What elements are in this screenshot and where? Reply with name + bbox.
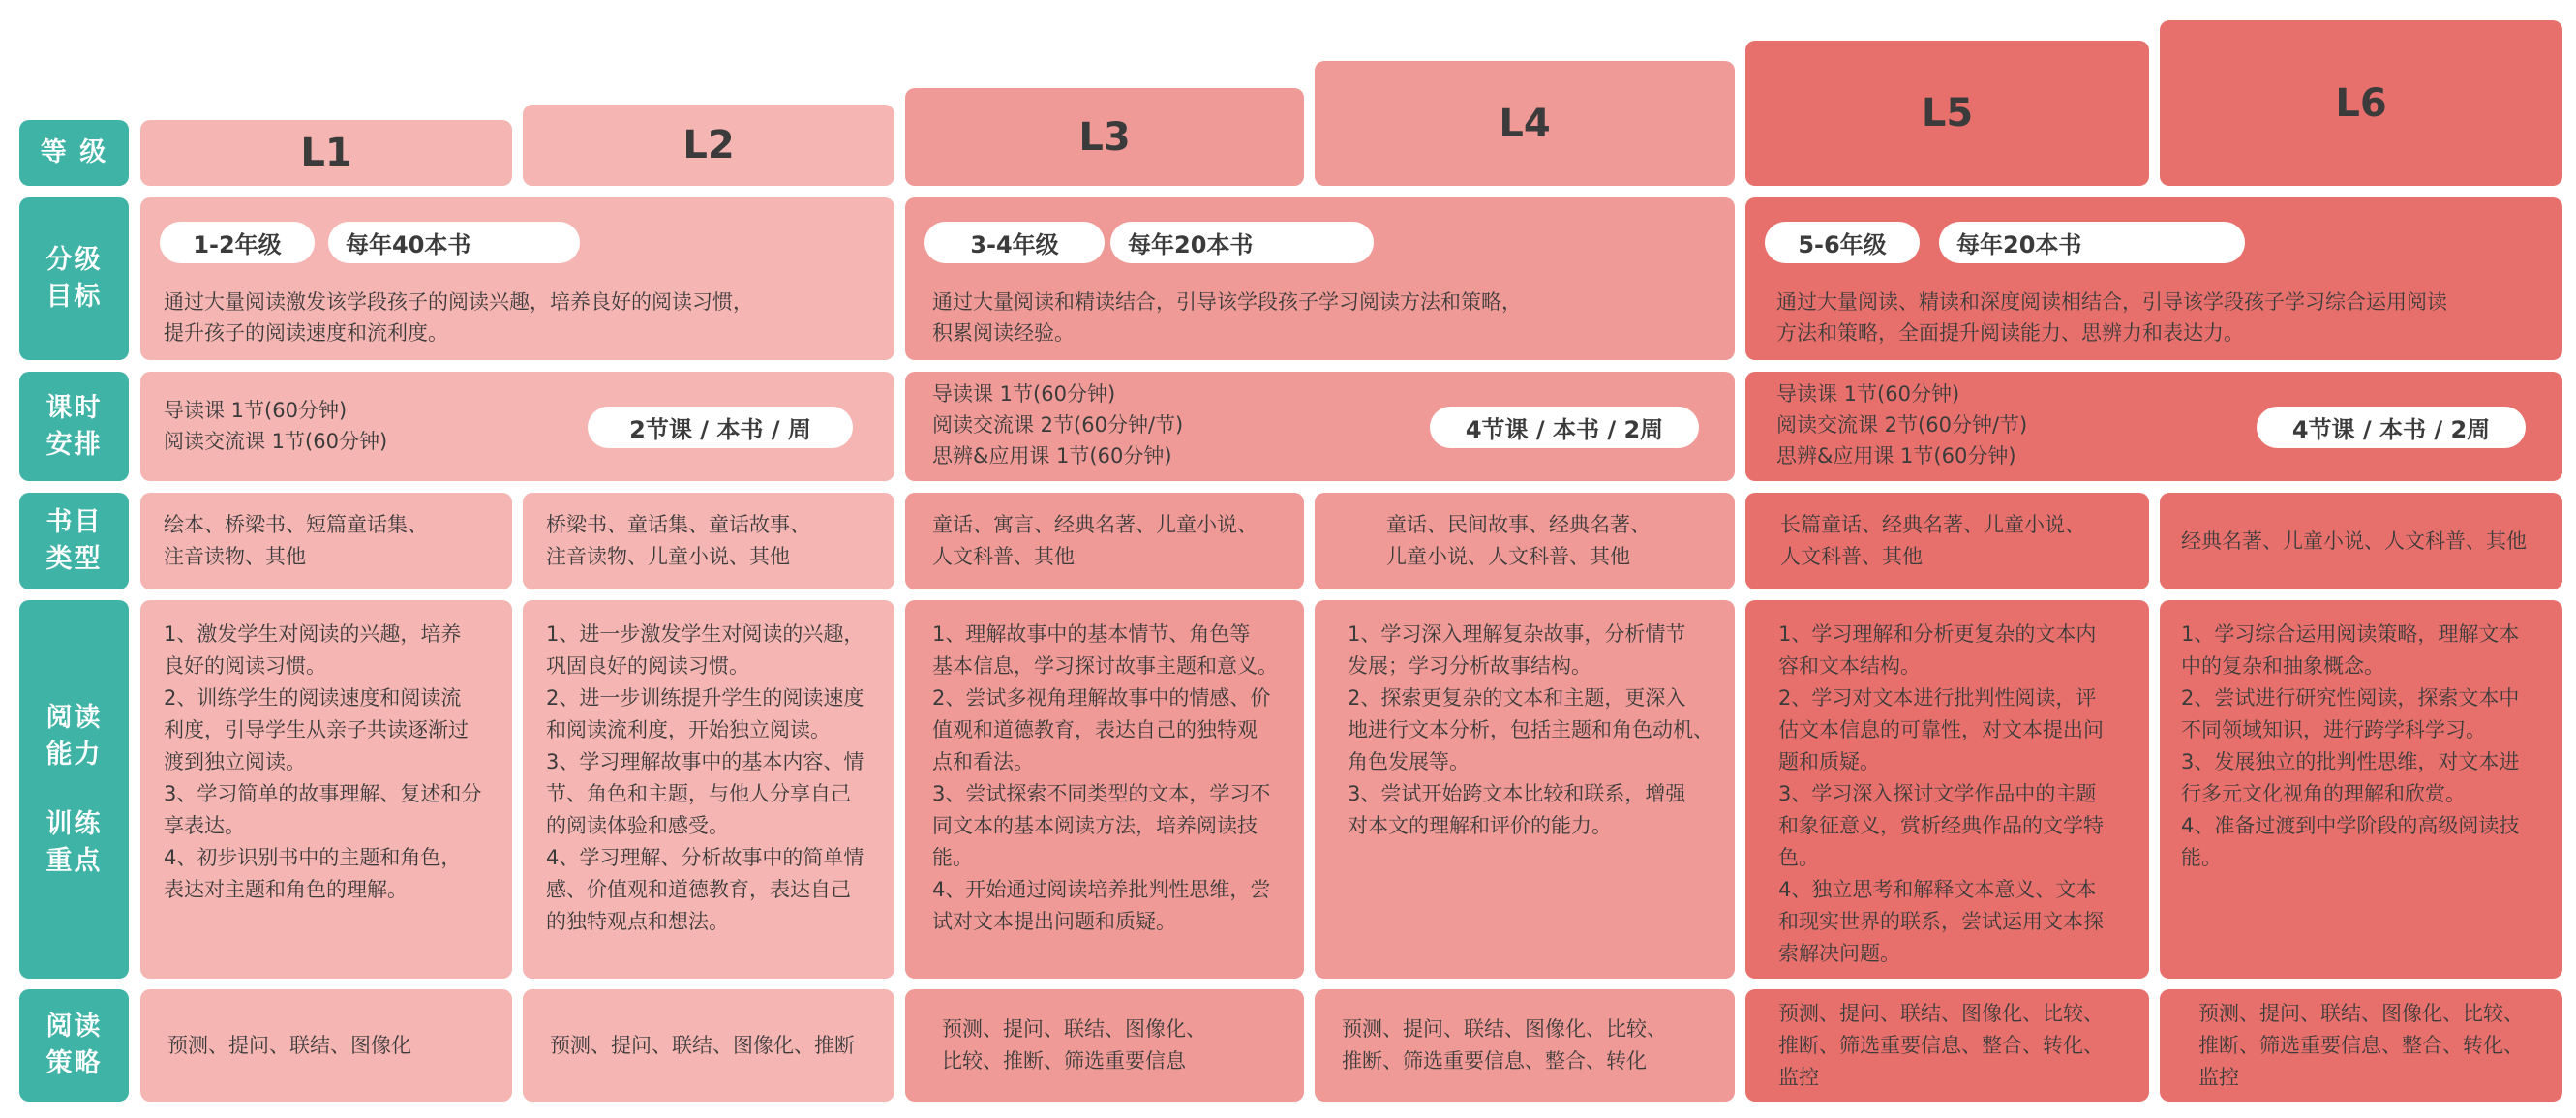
lesson-list bbox=[932, 378, 1183, 471]
strategy-line: 比较、推断、筛选重要信息 bbox=[942, 1049, 1186, 1073]
ability-text bbox=[2181, 619, 2519, 874]
ability-line: 基本信息，学习探讨故事主题和意义。 bbox=[932, 654, 1278, 678]
level-header-text: L5 bbox=[1921, 91, 1974, 136]
ability-line: 感、价值观和道德教育，表达自己 bbox=[546, 878, 851, 901]
ability-line: 值观和道德教育，表达自己的独特观 bbox=[932, 718, 1258, 741]
ability-line: 3、尝试开始跨文本比较和联系，增强 bbox=[1348, 782, 1686, 805]
strategy-l5 bbox=[1745, 989, 2149, 1102]
ability-line: 1、学习理解和分析更复杂的文本内 bbox=[1778, 622, 2097, 646]
frequency-badge: 4节课 / 本书 / 2周 bbox=[1430, 407, 1699, 448]
ability-line: 和阅读流利度，开始独立阅读。 bbox=[546, 718, 831, 741]
lesson-item: 思辨&应用课 1节(60分钟) bbox=[1776, 444, 2016, 468]
level-header-text: L6 bbox=[2335, 80, 2387, 126]
strategy-line: 推断、筛选重要信息、整合、转化、 bbox=[2198, 1033, 2524, 1057]
strategy-text bbox=[1745, 998, 2104, 1094]
lesson-item: 阅读交流课 1节(60分钟) bbox=[164, 430, 388, 453]
goal-cell-group2 bbox=[905, 197, 1735, 360]
ability-line: 3、学习简单的故事理解、复述和分 bbox=[164, 782, 482, 805]
goal-text bbox=[1776, 287, 2447, 348]
label-schedule-line: 课时 bbox=[45, 392, 103, 423]
label-ability-line: 重点 bbox=[45, 845, 103, 876]
lesson-item: 阅读交流课 2节(60分钟/节) bbox=[1776, 413, 2028, 437]
ability-text bbox=[164, 619, 481, 906]
ability-l1 bbox=[140, 600, 512, 979]
strategy-text bbox=[905, 1013, 1206, 1077]
ability-line: 1、学习综合运用阅读策略，理解文本 bbox=[2181, 622, 2520, 646]
books-per-year-badge: 每年20本书 bbox=[1110, 222, 1374, 263]
goal-line: 通过大量阅读激发该学段孩子的阅读兴趣，培养良好的阅读习惯， bbox=[164, 290, 753, 314]
book-types-l3 bbox=[905, 493, 1304, 589]
book-types-l1 bbox=[140, 493, 512, 589]
label-ability-line: 阅读 bbox=[45, 702, 103, 733]
level-header-l6 bbox=[2160, 20, 2562, 186]
ability-l4 bbox=[1315, 600, 1735, 979]
label-level bbox=[19, 120, 129, 186]
label-book-types-line: 类型 bbox=[45, 544, 103, 574]
ability-line: 2、进一步训练提升学生的阅读速度 bbox=[546, 686, 864, 710]
strategy-line: 预测、提问、联结、图像化、比较、 bbox=[1342, 1017, 1667, 1041]
label-schedule bbox=[19, 372, 129, 481]
ability-line: 良好的阅读习惯。 bbox=[164, 654, 326, 678]
book-types-text bbox=[1745, 509, 2085, 573]
lesson-item: 导读课 1节(60分钟) bbox=[164, 399, 348, 422]
goal-cell-group1 bbox=[140, 197, 894, 360]
book-types-l5 bbox=[1745, 493, 2149, 589]
frequency-badge: 2节课 / 本书 / 周 bbox=[588, 407, 853, 448]
lesson-item: 导读课 1节(60分钟) bbox=[932, 382, 1116, 406]
ability-line: 地进行文本分析，包括主题和角色动机、 bbox=[1348, 718, 1713, 741]
label-ability bbox=[19, 600, 129, 979]
ability-line: 4、初步识别书中的主题和角色， bbox=[164, 846, 462, 869]
ability-line: 1、理解故事中的基本情节、角色等 bbox=[932, 622, 1251, 646]
ability-line: 渡到独立阅读。 bbox=[164, 750, 306, 773]
strategy-line: 预测、提问、联结、图像化 bbox=[167, 1033, 411, 1057]
ability-line: 索解决问题。 bbox=[1778, 942, 1900, 965]
label-book-types bbox=[19, 493, 129, 589]
strategy-text bbox=[523, 1030, 855, 1062]
ability-line: 不同领域知识，进行跨学科学习。 bbox=[2181, 718, 2486, 741]
ability-line: 3、发展独立的批判性思维，对文本进 bbox=[2181, 750, 2520, 773]
ability-line: 4、独立思考和解释文本意义、文本 bbox=[1778, 878, 2097, 901]
ability-text bbox=[546, 619, 864, 938]
ability-line: 1、学习深入理解复杂故事，分析情节 bbox=[1348, 622, 1686, 646]
label-ability-line: 能力 bbox=[45, 739, 103, 770]
ability-line: 中的复杂和抽象概念。 bbox=[2181, 654, 2384, 678]
level-header-l1 bbox=[140, 120, 512, 186]
ability-line: 的阅读体验和感受。 bbox=[546, 814, 729, 837]
grade-badge: 3-4年级 bbox=[924, 222, 1105, 263]
ability-l6 bbox=[2160, 600, 2562, 979]
ability-line: 2、学习对文本进行批判性阅读，评 bbox=[1778, 686, 2097, 710]
book-types-l6 bbox=[2160, 493, 2562, 589]
book-types-line: 人文科普、其他 bbox=[1780, 545, 1923, 568]
book-types-line: 童话、民间故事、经典名著、 bbox=[1386, 513, 1651, 536]
ability-text bbox=[1778, 619, 2104, 970]
ability-text bbox=[1348, 619, 1713, 842]
book-types-text bbox=[2160, 526, 2527, 558]
goal-line: 方法和策略，全面提升阅读能力、思辨力和表达力。 bbox=[1776, 321, 2244, 345]
strategy-line: 推断、筛选重要信息、整合、转化、 bbox=[1778, 1033, 2104, 1057]
ability-line: 4、开始通过阅读培养批判性思维，尝 bbox=[932, 878, 1271, 901]
goal-text bbox=[932, 287, 1522, 348]
level-header-text: L3 bbox=[1078, 114, 1131, 160]
book-types-line: 绘本、桥梁书、短篇童话集、 bbox=[164, 513, 428, 536]
ability-line: 3、尝试探索不同类型的文本，学习不 bbox=[932, 782, 1271, 805]
strategy-text bbox=[2160, 998, 2524, 1094]
book-types-line: 人文科普、其他 bbox=[932, 545, 1075, 568]
lesson-item: 思辨&应用课 1节(60分钟) bbox=[932, 444, 1172, 468]
book-types-l2 bbox=[523, 493, 894, 589]
label-level-text: 等 级 bbox=[40, 137, 108, 167]
strategy-line: 预测、提问、联结、图像化、比较、 bbox=[2198, 1001, 2524, 1025]
ability-line: 题和质疑。 bbox=[1778, 750, 1880, 773]
book-types-text bbox=[140, 509, 428, 573]
ability-line: 容和文本结构。 bbox=[1778, 654, 1921, 678]
ability-l3 bbox=[905, 600, 1304, 979]
book-types-l4 bbox=[1315, 493, 1735, 589]
ability-line: 1、激发学生对阅读的兴趣，培养 bbox=[164, 622, 462, 646]
ability-l2 bbox=[523, 600, 894, 979]
goal-line: 提升孩子的阅读速度和流利度。 bbox=[164, 321, 448, 345]
ability-line: 4、准备过渡到中学阶段的高级阅读技 bbox=[2181, 814, 2520, 837]
strategy-line: 预测、提问、联结、图像化、推断 bbox=[550, 1033, 855, 1057]
strategy-line: 推断、筛选重要信息、整合、转化 bbox=[1342, 1049, 1647, 1073]
ability-line: 利度，引导学生从亲子共读逐渐过 bbox=[164, 718, 469, 741]
ability-line: 3、学习理解故事中的基本内容、情 bbox=[546, 750, 864, 773]
label-strategy-line: 策略 bbox=[45, 1048, 103, 1078]
level-header-text: L4 bbox=[1499, 101, 1551, 146]
strategy-text bbox=[1315, 1013, 1667, 1077]
level-header-l5 bbox=[1745, 41, 2149, 186]
label-strategy-line: 阅读 bbox=[45, 1012, 103, 1042]
book-types-line: 桥梁书、童话集、童话故事、 bbox=[546, 513, 810, 536]
books-per-year-badge: 每年40本书 bbox=[328, 222, 580, 263]
strategy-line: 监控 bbox=[1778, 1065, 1819, 1089]
ability-line: 同文本的基本阅读方法，培养阅读技 bbox=[932, 814, 1258, 837]
strategy-line: 预测、提问、联结、图像化、 bbox=[942, 1017, 1206, 1041]
goal-line: 通过大量阅读和精读结合，引导该学段孩子学习阅读方法和策略， bbox=[932, 290, 1522, 314]
book-types-line: 经典名著、儿童小说、人文科普、其他 bbox=[2181, 529, 2527, 553]
strategy-l3 bbox=[905, 989, 1304, 1102]
ability-line: 享表达。 bbox=[164, 814, 245, 837]
ability-line: 能。 bbox=[2181, 846, 2222, 869]
strategy-line: 预测、提问、联结、图像化、比较、 bbox=[1778, 1001, 2104, 1025]
strategy-l2 bbox=[523, 989, 894, 1102]
strategy-text bbox=[140, 1030, 411, 1062]
ability-line: 试对文本提出问题和质疑。 bbox=[932, 910, 1176, 933]
strategy-line: 监控 bbox=[2198, 1065, 2239, 1089]
ability-line: 的独特观点和想法。 bbox=[546, 910, 729, 933]
lesson-item: 阅读交流课 2节(60分钟/节) bbox=[932, 413, 1184, 437]
label-strategy bbox=[19, 989, 129, 1102]
ability-line: 3、学习深入探讨文学作品中的主题 bbox=[1778, 782, 2097, 805]
label-ability-line: 训练 bbox=[45, 808, 103, 839]
level-header-text: L1 bbox=[300, 131, 352, 175]
label-goal-line: 分级 bbox=[45, 245, 103, 275]
ability-line: 2、尝试多视角理解故事中的情感、价 bbox=[932, 686, 1271, 710]
label-goal bbox=[19, 197, 129, 360]
book-types-text bbox=[523, 509, 810, 573]
ability-line: 点和看法。 bbox=[932, 750, 1034, 773]
lesson-list bbox=[1776, 378, 2027, 471]
schedule-cell-group2 bbox=[905, 372, 1735, 481]
goal-text bbox=[164, 287, 753, 348]
ability-line: 估文本信息的可靠性，对文本提出问 bbox=[1778, 718, 2104, 741]
goal-line: 通过大量阅读、精读和深度阅读相结合，引导该学段孩子学习综合运用阅读 bbox=[1776, 290, 2447, 314]
ability-text bbox=[932, 619, 1278, 938]
goal-line: 积累阅读经验。 bbox=[932, 321, 1075, 345]
book-types-line: 长篇童话、经典名著、儿童小说、 bbox=[1780, 513, 2085, 536]
ability-line: 4、学习理解、分析故事中的简单情 bbox=[546, 846, 864, 869]
schedule-cell-group3 bbox=[1745, 372, 2562, 481]
label-schedule-line: 安排 bbox=[45, 429, 103, 460]
book-types-line: 注音读物、其他 bbox=[164, 545, 306, 568]
ability-line: 1、进一步激发学生对阅读的兴趣， bbox=[546, 622, 864, 646]
level-header-l4 bbox=[1315, 61, 1735, 186]
book-types-text bbox=[905, 509, 1258, 573]
strategy-l4 bbox=[1315, 989, 1735, 1102]
grade-badge: 1-2年级 bbox=[160, 222, 315, 263]
ability-line: 能。 bbox=[932, 846, 973, 869]
book-types-text bbox=[1315, 509, 1651, 573]
ability-line: 2、探索更复杂的文本和主题，更深入 bbox=[1348, 686, 1686, 710]
ability-line: 节、角色和主题，与他人分享自己 bbox=[546, 782, 851, 805]
ability-line: 和象征意义，赏析经典作品的文学特 bbox=[1778, 814, 2104, 837]
schedule-cell-group1 bbox=[140, 372, 894, 481]
book-types-line: 儿童小说、人文科普、其他 bbox=[1386, 545, 1630, 568]
lesson-item: 导读课 1节(60分钟) bbox=[1776, 382, 1960, 406]
ability-line: 行多元文化视角的理解和欣赏。 bbox=[2181, 782, 2466, 805]
ability-line: 和现实世界的联系，尝试运用文本探 bbox=[1778, 910, 2104, 933]
label-goal-line: 目标 bbox=[45, 282, 103, 312]
books-per-year-badge: 每年20本书 bbox=[1939, 222, 2245, 263]
level-header-l2 bbox=[523, 105, 894, 186]
ability-line: 2、尝试进行研究性阅读，探索文本中 bbox=[2181, 686, 2520, 710]
ability-line: 发展；学习分析故事结构。 bbox=[1348, 654, 1591, 678]
book-types-line: 注音读物、儿童小说、其他 bbox=[546, 545, 790, 568]
ability-line: 巩固良好的阅读习惯。 bbox=[546, 654, 749, 678]
ability-l5 bbox=[1745, 600, 2149, 979]
lesson-list bbox=[164, 395, 387, 457]
level-header-l3 bbox=[905, 88, 1304, 186]
label-book-types-line: 书目 bbox=[45, 507, 103, 537]
goal-cell-group3 bbox=[1745, 197, 2562, 360]
grade-badge: 5-6年级 bbox=[1765, 222, 1920, 263]
ability-line: 角色发展等。 bbox=[1348, 750, 1470, 773]
strategy-l6 bbox=[2160, 989, 2562, 1102]
ability-line: 色。 bbox=[1778, 846, 1819, 869]
ability-line: 2、训练学生的阅读速度和阅读流 bbox=[164, 686, 462, 710]
level-header-text: L2 bbox=[682, 123, 735, 167]
ability-line: 对本文的理解和评价的能力。 bbox=[1348, 814, 1612, 837]
ability-line: 表达对主题和角色的理解。 bbox=[164, 878, 408, 901]
frequency-badge: 4节课 / 本书 / 2周 bbox=[2257, 407, 2526, 448]
strategy-l1 bbox=[140, 989, 512, 1102]
book-types-line: 童话、寓言、经典名著、儿童小说、 bbox=[932, 513, 1258, 536]
